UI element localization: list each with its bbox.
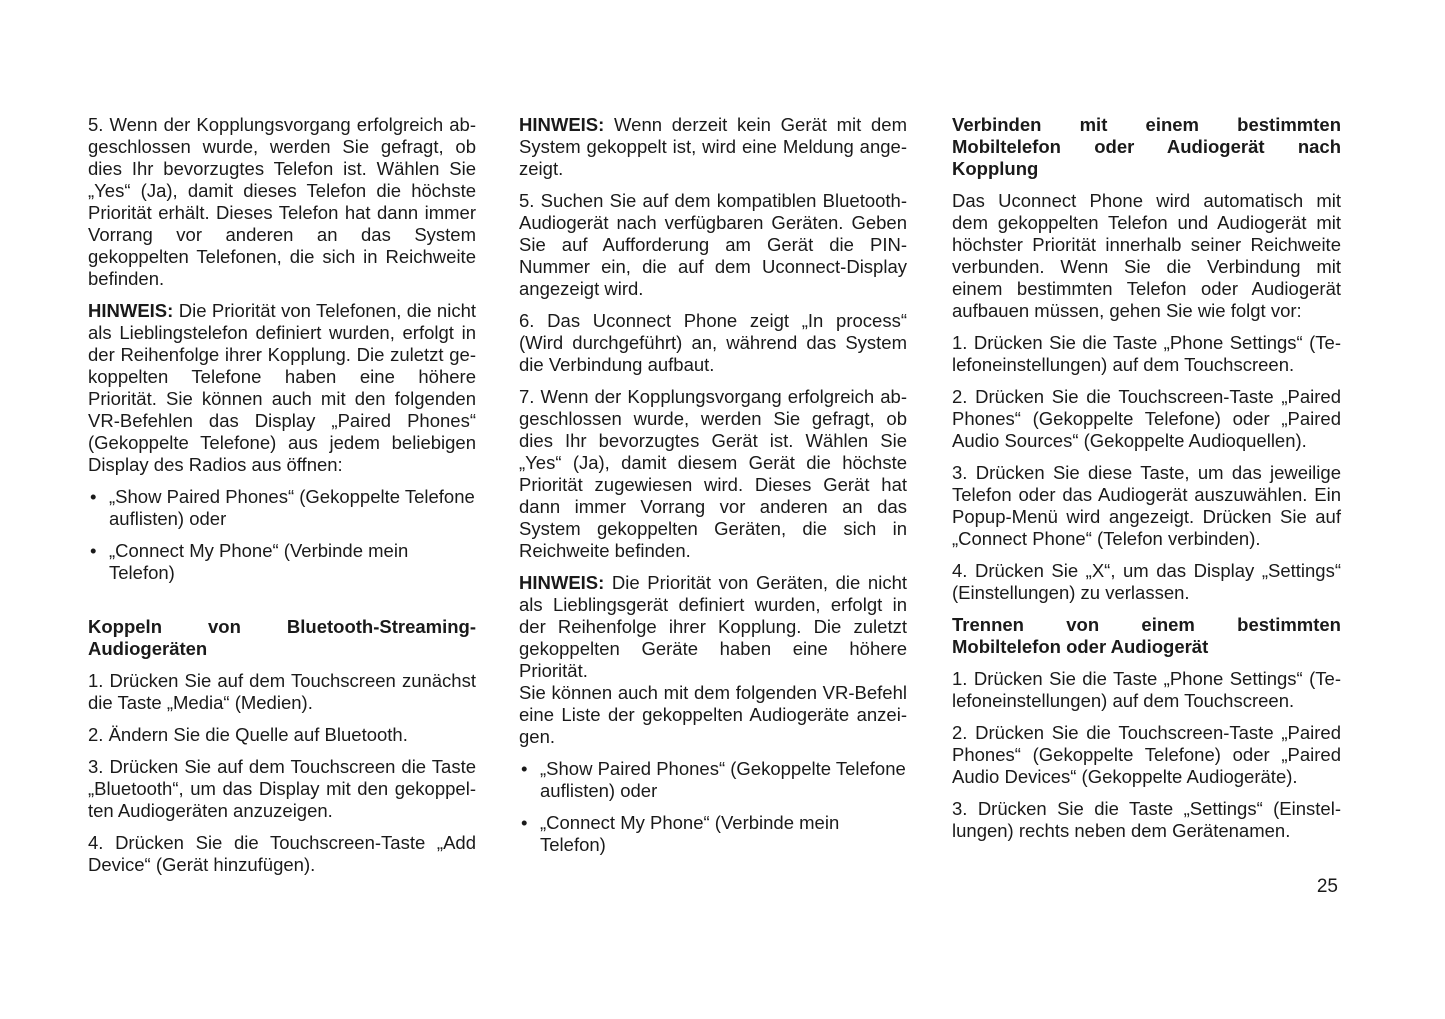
note-no-device [519, 114, 907, 180]
list-item: 2. Drücken Sie die Touchscreen-Taste „Paired Phones“ (Gekoppelte Telefone) oder „Paired Audio Devices“ (Gekoppelte Audiogeräte). [952, 722, 1341, 787]
note-text: Die Priorität von Geräten, die nicht als Lieblingsgerät definiert wurden, erfolgt in der Reihenfolge ihrer Kopplung. Die zuletzt gekoppelten Geräte haben eine höhere Priorität. [519, 572, 907, 681]
note-phone-priority [88, 300, 476, 476]
list-item: • „Connect My Phone“ (Verbinde mein Telefon) [88, 540, 476, 584]
list-item: • „Show Paired Phones“ (Gekoppelte Telefone auflisten) oder [88, 486, 476, 530]
list-item: 3. Drücken Sie diese Taste, um das jeweilige Telefon oder das Audiogerät auszuwählen. Ein Popup-Menü wird angezeigt. Drücken Sie auf „Connect Phone“ (Telefon verbinden). [952, 462, 1341, 549]
vr-command-list [88, 486, 476, 584]
column-left [88, 114, 476, 886]
column-middle [519, 114, 907, 866]
note-label: HINWEIS: [519, 572, 605, 593]
note-device-priority [519, 572, 907, 682]
list-item: 2. Drücken Sie die Touchscreen-Taste „Paired Phones“ (Gekoppelte Telefone) oder „Paired Audio Sources“ (Gekoppelte Audioquellen). [952, 386, 1341, 451]
note-text: Die Priorität von Telefonen, die nicht als Lieblingstelefon definiert wurden, erfolgt in der Reihenfolge ihrer Kopplung. Die zuletzt gekoppelten Telefone haben eine höhere Priorität. Sie können auch mit den folgenden VR-Befehlen das Display „Paired Phones“ (Gekoppelte Telefone) aus jedem beliebigen Display des Radios aus öffnen: [88, 300, 476, 475]
note-text: Wenn derzeit kein Gerät mit dem System gekoppelt ist, wird eine Meldung angezeigt. [519, 114, 907, 179]
list-item: 1. Drücken Sie die Taste „Phone Settings“ (Telefoneinstellungen) auf dem Touchscreen. [952, 332, 1341, 375]
list-item: 2. Ändern Sie die Quelle auf Bluetooth. [88, 724, 408, 745]
list-item: 6. Das Uconnect Phone zeigt „In process“ (Wird durchgeführt) an, während das System die Verbindung aufbaut. [519, 310, 907, 375]
list-item: 3. Drücken Sie auf dem Touchscreen die Taste „Bluetooth“, um das Display mit den gekoppelten Audiogeräten anzuzeigen. [88, 756, 476, 821]
list-item: 5. Suchen Sie auf dem kompatiblen Bluetooth-Audiogerät nach verfügbaren Geräten. Geben Sie auf Aufforderung am Gerät die PIN-Nummer ein, die auf dem Uconnect-Display angezeigt wird. [519, 190, 907, 299]
list-item: 1. Drücken Sie auf dem Touchscreen zunächst die Taste „Media“ (Medien). [88, 670, 476, 713]
note-label: HINWEIS: [88, 300, 174, 321]
section-heading-connect-device: Verbinden mit einem bestimmten Mobiltelefon oder Audiogerät nach Kopplung [952, 114, 1341, 179]
list-item: 7. Wenn der Kopplungsvorgang erfolgreich abgeschlossen wurde, werden Sie gefragt, ob dies Ihr bevorzugtes Gerät ist. Wählen Sie „Yes“ (Ja), damit diesem Gerät die höchste Priorität zugewiesen wird. Dieses Gerät hat dann immer Vorrang vor anderen an das System gekoppelten Geräten, die sich in Reichweite befinden. [519, 386, 907, 561]
section-heading-bluetooth-streaming: Koppeln von Bluetooth-Streaming-Audiogeräten [88, 616, 476, 659]
page-number: 25 [1316, 876, 1338, 897]
vr-command-list [519, 758, 907, 856]
section-heading-disconnect-device: Trennen von einem bestimmten Mobiltelefon oder Audiogerät [952, 614, 1341, 657]
column-right [952, 114, 1341, 852]
note-label: HINWEIS: [519, 114, 605, 135]
list-item: 3. Drücken Sie die Taste „Settings“ (Einstellungen) rechts neben dem Gerätenamen. [952, 798, 1341, 841]
list-item: 4. Drücken Sie „X“, um das Display „Settings“ (Einstellungen) zu verlassen. [952, 560, 1341, 603]
intro-paragraph: Das Uconnect Phone wird automatisch mit dem gekoppelten Telefon und Audiogerät mit höchster Priorität innerhalb seiner Reichweite verbunden. Wenn Sie die Verbindung mit einem bestimmten Telefon oder Audiogerät aufbauen müssen, gehen Sie wie folgt vor: [952, 190, 1341, 321]
step-5-phone-priority: 5. Wenn der Kopplungsvorgang erfolgreich abgeschlossen wurde, werden Sie gefragt, ob dies Ihr bevorzugtes Telefon ist. Wählen Sie „Yes“ (Ja), damit dieses Telefon die höchste Priorität erhält. Dieses Telefon hat dann immer Vorrang vor anderen an das System gekoppelten Telefonen, die sich in Reichweite befinden. [88, 114, 476, 289]
list-item: 1. Drücken Sie die Taste „Phone Settings“ (Telefoneinstellungen) auf dem Touchscreen. [952, 668, 1341, 711]
list-item: • „Show Paired Phones“ (Gekoppelte Telefone auflisten) oder [519, 758, 907, 802]
list-item: • „Connect My Phone“ (Verbinde mein Telefon) [519, 812, 907, 856]
list-item: 4. Drücken Sie die Touchscreen-Taste „Add Device“ (Gerät hinzufügen). [88, 832, 476, 875]
note-continuation: Sie können auch mit dem folgenden VR-Befehl eine Liste der gekoppelten Audiogeräte anzeigen. [519, 682, 907, 747]
